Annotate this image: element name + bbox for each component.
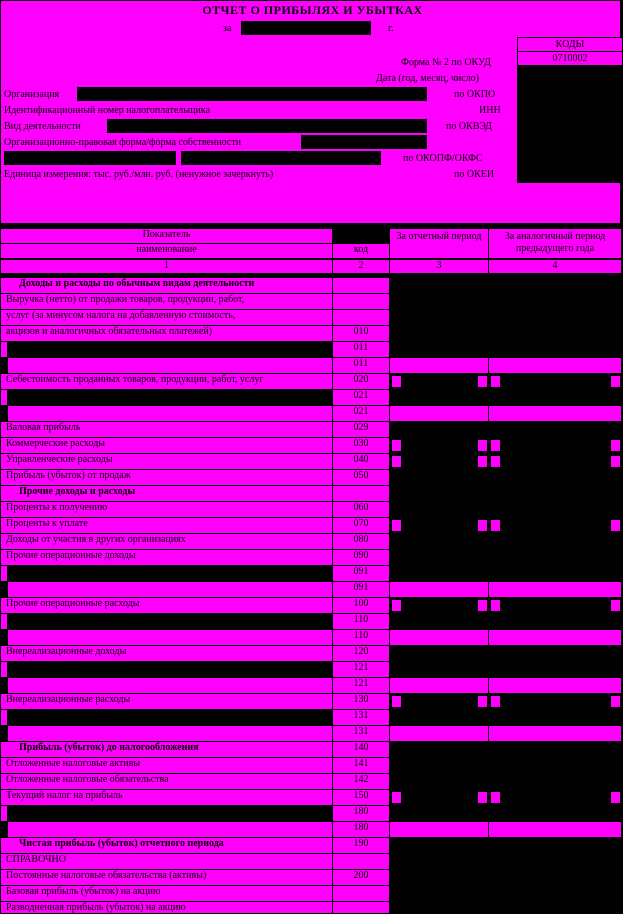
row-code: 180	[333, 822, 389, 837]
period-for-label: за	[223, 23, 232, 34]
row-code: 020	[333, 374, 389, 389]
row-stub	[1, 342, 7, 357]
bracket-mark	[611, 792, 620, 803]
row-label: Прочие доходы и расходы	[1, 486, 332, 501]
okopf-label: по ОКОПФ/ОКФС	[403, 153, 483, 164]
row-label: Прибыль (убыток) до налогообложения	[1, 742, 332, 757]
row-label	[8, 710, 332, 725]
row-code: 130	[333, 694, 389, 709]
row-code: 150	[333, 790, 389, 805]
row-code-empty	[333, 294, 389, 309]
row-label: Отложенные налоговые обязательства	[1, 774, 332, 789]
legal-form-label: Организационно-правовая форма/форма собственности	[4, 137, 242, 148]
report-header	[0, 0, 621, 224]
row-current-value	[390, 582, 488, 597]
bracket-mark	[611, 696, 620, 707]
bracket-mark	[611, 520, 620, 531]
bracket-mark	[611, 600, 620, 611]
row-code: 120	[333, 646, 389, 661]
bracket-mark	[392, 600, 401, 611]
col-indicator-header: Показатель	[1, 229, 332, 243]
year-suffix: г.	[388, 23, 394, 34]
row-label: Отложенные налоговые активы	[1, 758, 332, 773]
row-previous-value	[489, 406, 621, 421]
bracket-mark	[491, 456, 500, 467]
row-label	[8, 406, 332, 421]
inn-label: ИНН	[479, 105, 501, 116]
row-label	[8, 358, 332, 373]
row-label: Разводненная прибыль (убыток) на акцию	[1, 902, 332, 913]
bracket-mark	[478, 520, 487, 531]
okved-label: по ОКВЭД	[446, 121, 492, 132]
row-previous-value	[489, 358, 621, 373]
row-code: 070	[333, 518, 389, 533]
row-label: Управленческие расходы	[1, 454, 332, 469]
row-current-value	[390, 358, 488, 373]
row-label: Текущий налог на прибыль	[1, 790, 332, 805]
legal-form-field-2[interactable]	[4, 151, 176, 165]
form-code-value: 0710002	[518, 52, 622, 65]
row-code: 200	[333, 870, 389, 885]
row-code-empty	[333, 310, 389, 325]
row-code: 029	[333, 422, 389, 437]
row-label	[8, 806, 332, 821]
row-code: 100	[333, 598, 389, 613]
row-code: 190	[333, 838, 389, 853]
bracket-mark	[611, 440, 620, 451]
bracket-mark	[392, 520, 401, 531]
row-code: 050	[333, 470, 389, 485]
org-field[interactable]	[77, 87, 427, 101]
row-code: 011	[333, 358, 389, 373]
row-label: Прочие операционные доходы	[1, 550, 332, 565]
row-code: 110	[333, 630, 389, 645]
row-label: Выручка (нетто) от продажи товаров, продукции, работ,	[1, 294, 332, 309]
row-label: СПРАВОЧНО	[1, 854, 332, 869]
bracket-mark	[611, 376, 620, 387]
activity-field[interactable]	[107, 119, 427, 133]
bracket-mark	[392, 696, 401, 707]
row-stub	[1, 710, 7, 725]
unit-label: Единица измерения: тыс. руб./млн. руб. (ненужное зачеркнуть)	[4, 169, 274, 180]
row-previous-value	[489, 822, 621, 837]
codes-header: КОДЫ	[518, 38, 622, 51]
bracket-mark	[611, 456, 620, 467]
row-label: Внереализационные расходы	[1, 694, 332, 709]
col-previous-header: За аналогичный период предыдущего года	[489, 229, 621, 258]
col-name-header: наименование	[1, 244, 332, 258]
row-code-empty	[333, 278, 389, 293]
date-label: Дата (год, месяц, число)	[376, 73, 479, 84]
row-code: 131	[333, 726, 389, 741]
bracket-mark	[491, 600, 500, 611]
bracket-mark	[491, 792, 500, 803]
bracket-mark	[478, 600, 487, 611]
org-label: Организация	[4, 89, 60, 100]
bracket-mark	[478, 376, 487, 387]
legal-form-field-1[interactable]	[301, 135, 427, 149]
bracket-mark	[392, 792, 401, 803]
row-code: 060	[333, 502, 389, 517]
row-code: 110	[333, 614, 389, 629]
row-code	[333, 886, 389, 901]
legal-form-field-3[interactable]	[181, 151, 381, 165]
period-field[interactable]	[241, 21, 371, 35]
row-current-value	[390, 406, 488, 421]
row-code: 131	[333, 710, 389, 725]
row-code: 010	[333, 326, 389, 341]
row-previous-value	[489, 630, 621, 645]
row-label: Прочие операционные расходы	[1, 598, 332, 613]
row-code-empty	[333, 486, 389, 501]
row-label	[8, 566, 332, 581]
row-label	[8, 678, 332, 693]
bracket-mark	[392, 440, 401, 451]
row-code: 121	[333, 678, 389, 693]
row-label	[8, 342, 332, 357]
okei-label: по ОКЕИ	[454, 169, 495, 180]
row-code: 090	[333, 550, 389, 565]
row-label: Проценты к уплате	[1, 518, 332, 533]
row-label: Валовая прибыль	[1, 422, 332, 437]
row-code: 011	[333, 342, 389, 357]
row-label: Доходы от участия в других организациях	[1, 534, 332, 549]
row-label: Внереализационные доходы	[1, 646, 332, 661]
row-current-value	[390, 630, 488, 645]
row-current-value	[390, 726, 488, 741]
row-label	[8, 662, 332, 677]
form-okud-label: Форма № 2 по ОКУД	[401, 57, 491, 68]
row-previous-value	[489, 582, 621, 597]
row-code: 091	[333, 566, 389, 581]
row-previous-value	[489, 726, 621, 741]
row-stub	[1, 390, 7, 405]
row-stub	[1, 806, 7, 821]
bracket-mark	[478, 440, 487, 451]
inn-label-left: Идентификационный номер налогоплательщика	[4, 105, 211, 116]
bracket-mark	[392, 376, 401, 387]
row-label: Доходы и расходы по обычным видам деятельности	[1, 278, 332, 293]
okpo-label: по ОКПО	[454, 89, 496, 100]
row-code: 030	[333, 438, 389, 453]
col-number-1: 1	[1, 260, 332, 273]
row-label	[8, 822, 332, 837]
row-label: акцизов и аналогичных обязательных платежей)	[1, 326, 332, 341]
bracket-mark	[491, 440, 500, 451]
row-stub	[1, 614, 7, 629]
row-current-value	[390, 678, 488, 693]
row-label: Коммерческие расходы	[1, 438, 332, 453]
row-code	[333, 902, 389, 913]
row-label: Проценты к получению	[1, 502, 332, 517]
row-label	[8, 582, 332, 597]
row-label: услуг (за минусом налога на добавленную стоимость,	[1, 310, 332, 325]
report-title: ОТЧЕТ О ПРИБЫЛЯХ И УБЫТКАХ	[202, 3, 423, 17]
row-label	[8, 726, 332, 741]
row-label: Базовая прибыль (убыток) на акцию	[1, 886, 332, 901]
row-label	[8, 390, 332, 405]
bracket-mark	[392, 456, 401, 467]
row-code	[333, 854, 389, 869]
row-code: 141	[333, 758, 389, 773]
row-code: 140	[333, 742, 389, 757]
row-code: 121	[333, 662, 389, 677]
row-code: 040	[333, 454, 389, 469]
bracket-mark	[491, 520, 500, 531]
col-code-header: код	[333, 244, 389, 258]
row-label	[8, 630, 332, 645]
col-number-3: 3	[390, 260, 488, 273]
activity-label: Вид деятельности	[4, 121, 81, 132]
row-label: Себестоимость проданных товаров, продукции, работ, услуг	[1, 374, 332, 389]
codes-box	[517, 37, 623, 183]
row-code: 180	[333, 806, 389, 821]
row-label: Постоянные налоговые обязательства (активы)	[1, 870, 332, 885]
bracket-mark	[478, 696, 487, 707]
col-number-2: 2	[333, 260, 389, 273]
row-code: 021	[333, 390, 389, 405]
row-label: Прибыль (убыток) от продаж	[1, 470, 332, 485]
col-number-4: 4	[489, 260, 621, 273]
row-label: Чистая прибыль (убыток) отчетного периода	[1, 838, 332, 853]
col-current-header: За отчетный период	[390, 229, 488, 258]
row-current-value	[390, 822, 488, 837]
row-previous-value	[489, 678, 621, 693]
row-code: 021	[333, 406, 389, 421]
row-label	[8, 614, 332, 629]
row-code: 142	[333, 774, 389, 789]
bracket-mark	[478, 792, 487, 803]
row-stub	[1, 662, 7, 677]
row-code: 080	[333, 534, 389, 549]
bracket-mark	[491, 696, 500, 707]
bracket-mark	[491, 376, 500, 387]
row-code: 091	[333, 582, 389, 597]
bracket-mark	[478, 456, 487, 467]
row-stub	[1, 566, 7, 581]
